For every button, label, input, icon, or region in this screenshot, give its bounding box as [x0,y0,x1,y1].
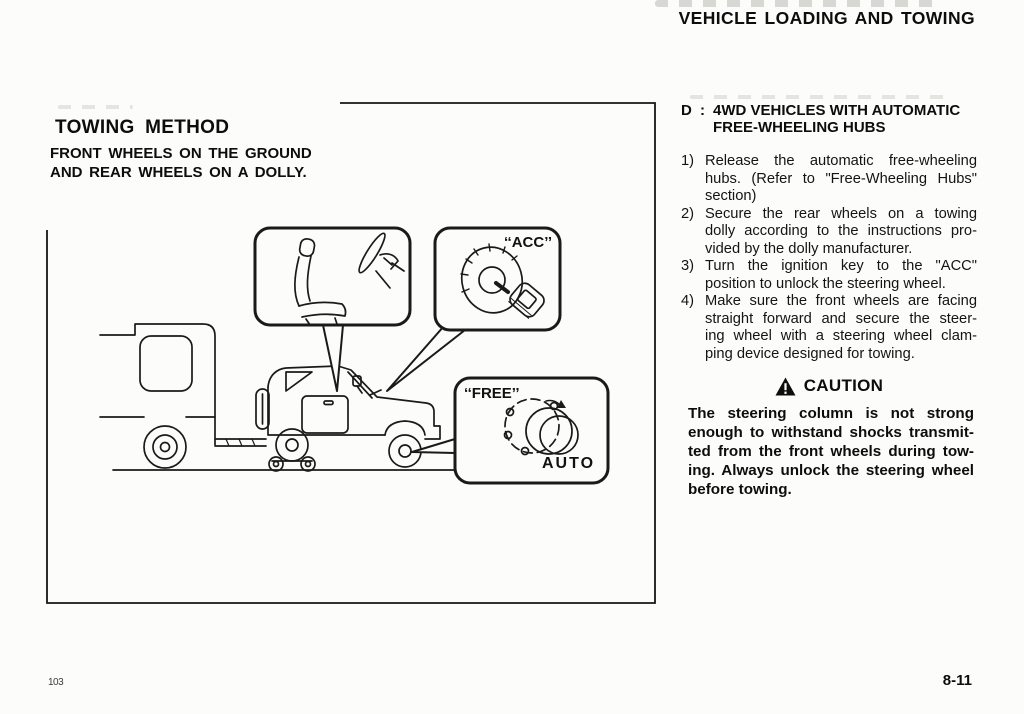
item-number: 3) [681,258,695,274]
section-title-line: 4WD VEHICLES WITH AUTOMATIC [713,102,961,119]
item-text-line: ping device designed for towing. [705,345,915,362]
item-text-line: Release the automatic free-wheeling [705,153,977,169]
item-text-line: vided by the dolly manufacturer. [705,240,913,257]
warning-triangle-icon [775,377,796,396]
towed-vehicle [256,366,440,471]
item-text-line: ing wheel with a steering wheel clam- [705,328,977,344]
item-text-line: Secure the rear wheels on a towing [705,205,977,222]
scan-artifact [655,0,940,7]
caution-text [688,404,974,499]
item-text-line: Make sure the front wheels are facing [705,293,977,309]
caution-title: CAUTION [803,376,884,395]
ignition-callout-pointer [387,326,465,391]
item-number: 4) [681,293,695,309]
page-title: VEHICLE LOADING AND TOWING [678,8,975,28]
tow-truck [100,324,266,468]
caution-line: The steering column is not strong [688,405,974,422]
subtitle-line: FRONT WHEELS ON THE GROUND [50,145,312,162]
item-text-line: hubs. (Refer to "Free-Wheeling Hubs" [705,170,977,187]
list-item [681,293,977,363]
auto-label: AUTO [542,455,596,472]
figure-frame [47,103,655,603]
section-heading [681,102,977,136]
section-title-line: FREE-WHEELING HUBS [713,119,886,136]
towing-method-title: TOWING METHOD [55,117,230,138]
seat-callout-pointer [323,325,343,391]
caution-line: enough to withstand shocks transmit- [688,424,974,441]
section-letter: D [681,102,692,119]
caution-line: before towing. [688,481,792,498]
item-number: 2) [681,205,695,222]
caution-heading [681,376,977,396]
caution-line: ing. Always unlock the steering wheel [688,462,974,479]
acc-label: ‘‘ACC’’ [503,234,552,251]
page-number: 8-11 [942,672,972,689]
item-number: 1) [681,153,695,169]
section-colon: : [700,102,705,119]
towing-illustration [40,95,670,610]
soft-top-rear-window [286,372,312,391]
scan-artifact [690,95,945,99]
list-item [681,258,977,293]
free-label: ‘‘FREE’’ [464,385,520,402]
instructions-column [681,102,977,499]
seat-callout [255,228,410,325]
rear-wheel [276,429,308,461]
subtitle-line: AND REAR WHEELS ON A DOLLY. [50,163,307,181]
list-item [681,206,977,259]
item-text-line: straight forward and secure the steer- [705,310,977,327]
list-item [681,153,977,206]
item-text-line: Turn the ignition key to the "ACC" [705,258,977,274]
scan-page-number: 103 [48,677,64,688]
item-text-line: section) [705,188,757,204]
towing-dolly [269,457,315,471]
instruction-list [681,153,977,363]
item-text-line: position to unlock the steering wheel. [705,275,946,292]
caution-line: ted from the front wheels during tow- [688,443,974,460]
item-text-line: dolly according to the instructions pro- [705,223,977,239]
